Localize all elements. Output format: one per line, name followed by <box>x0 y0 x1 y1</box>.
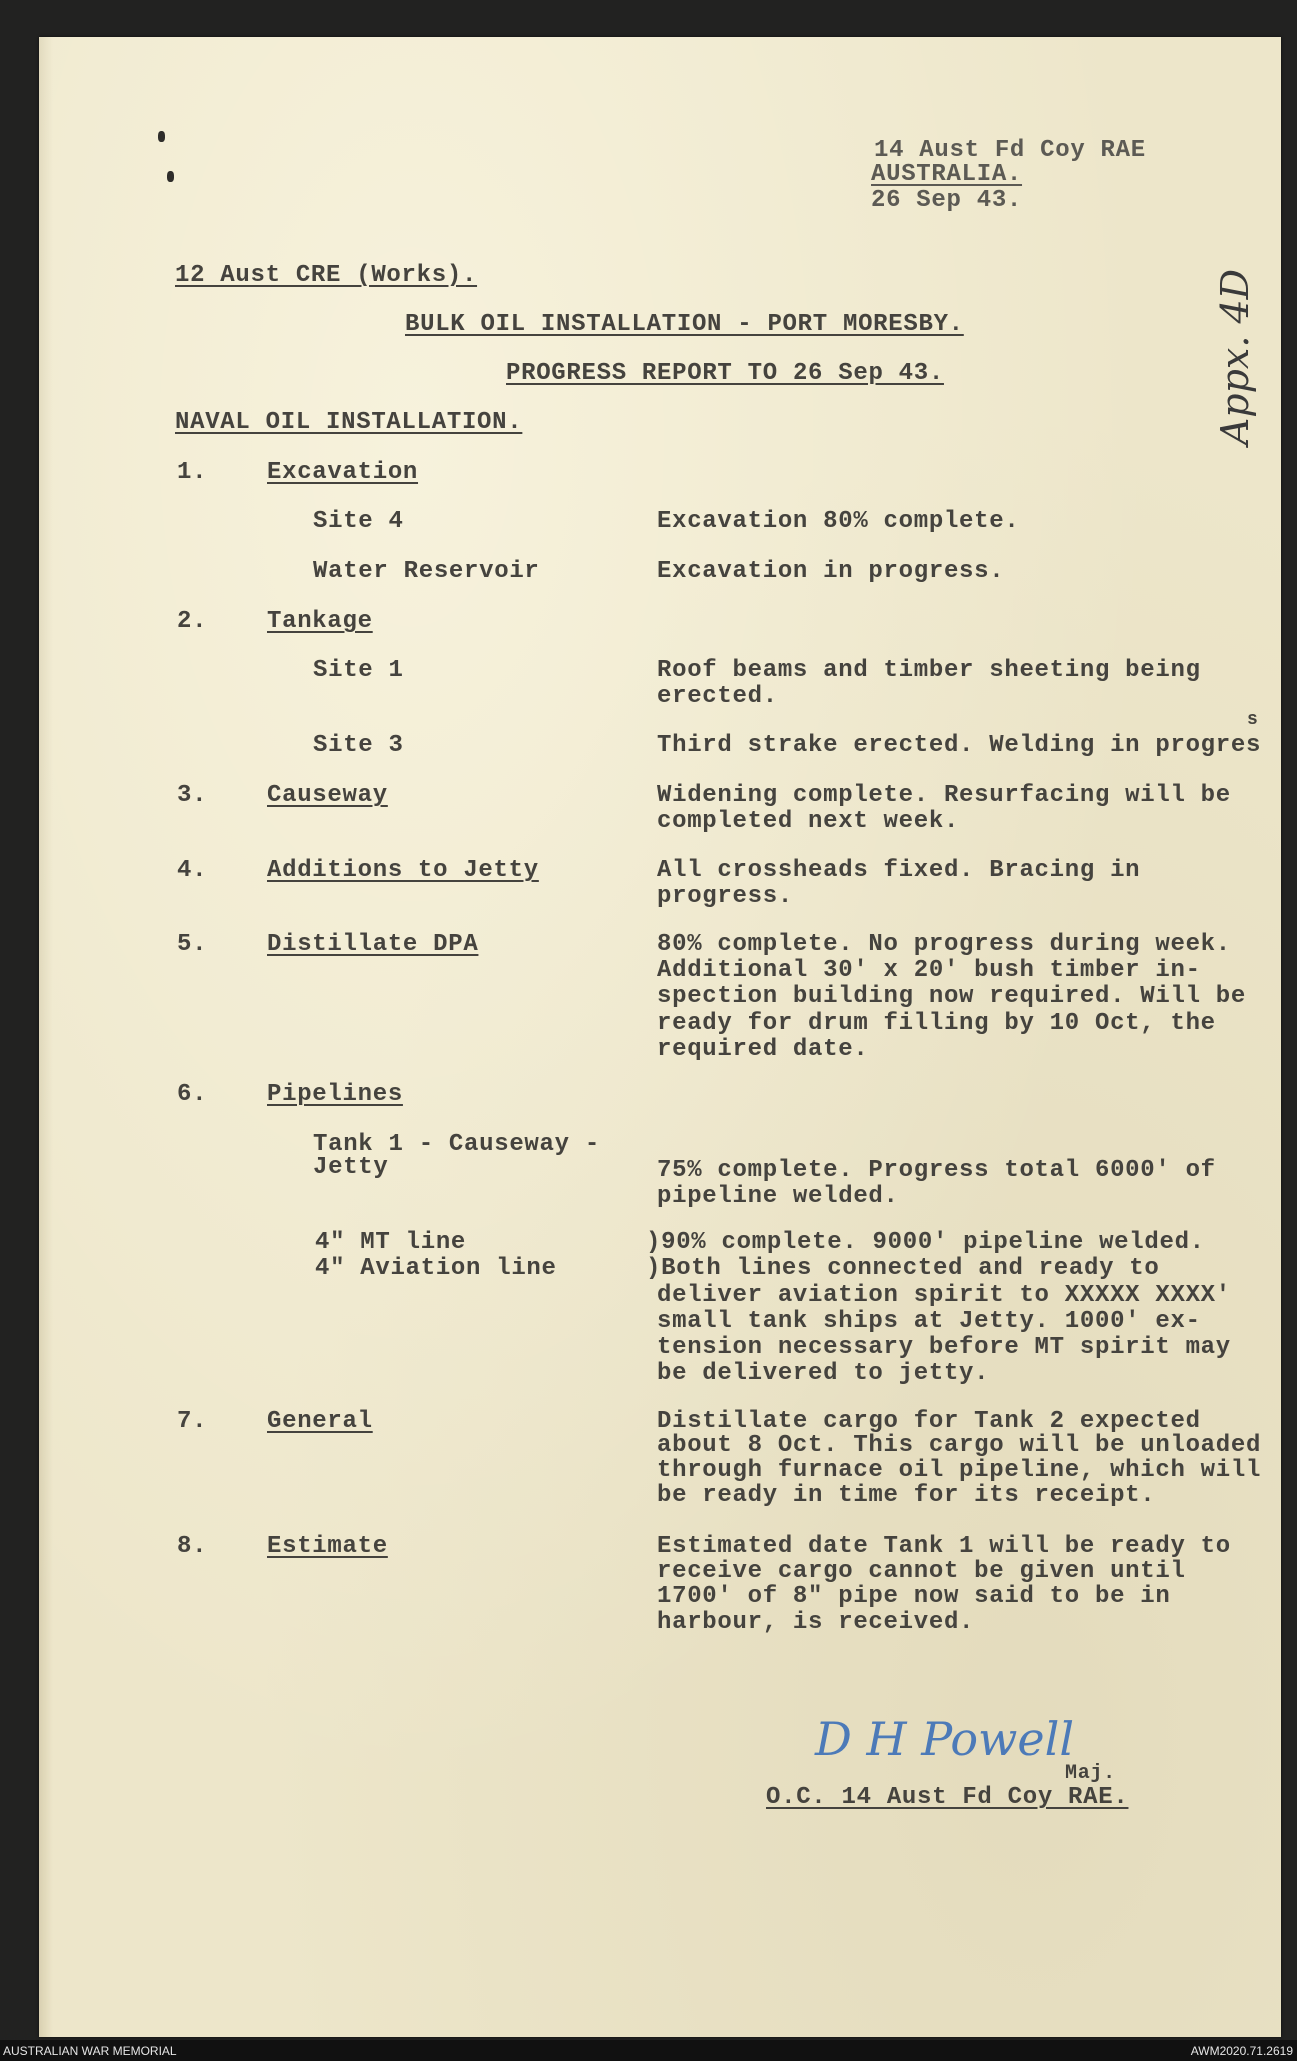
entry-status: Third strake erected. Welding in progres <box>657 732 1262 759</box>
item-status: receive cargo cannot be given until <box>657 1558 1186 1585</box>
entry-status: pipeline welded. <box>657 1183 899 1210</box>
entry-label: Jetty <box>313 1154 389 1181</box>
item-status: 80% complete. No progress during week. <box>657 931 1231 958</box>
item-status: through furnace oil pipeline, which will <box>657 1457 1262 1484</box>
signatory-title: O.C. 14 Aust Fd Coy RAE. <box>766 1784 1129 1811</box>
footer-institution: AUSTRALIAN WAR MEMORIAL <box>3 2044 177 2058</box>
entry-status: Excavation in progress. <box>657 558 1005 585</box>
item-number: 1. <box>177 459 208 486</box>
item-title: Excavation <box>267 459 419 486</box>
item-number: 4. <box>177 857 208 884</box>
item-number: 6. <box>177 1081 208 1108</box>
ink-spot <box>167 171 174 182</box>
item-status: Additional 30' x 20' bush timber in- <box>657 957 1201 984</box>
entry-label: 4" Aviation line <box>315 1255 557 1282</box>
item-title: Additions to Jetty <box>267 857 539 884</box>
document-subtitle: PROGRESS REPORT TO 26 Sep 43. <box>506 360 944 387</box>
entry-status-overflow: s <box>1247 710 1259 730</box>
sender-country: AUSTRALIA. <box>871 161 1023 188</box>
item-status: Estimated date Tank 1 will be ready to <box>657 1533 1231 1560</box>
item-title: General <box>267 1408 373 1435</box>
entry-status: Roof beams and timber sheeting being <box>657 657 1201 684</box>
handwritten-annotation: Appx. 4D <box>1213 268 1257 446</box>
footer-reference: AWM2020.71.2619 <box>1190 2044 1293 2058</box>
entry-status: tension necessary before MT spirit may <box>657 1334 1231 1361</box>
item-status: about 8 Oct. This cargo will be unloaded <box>657 1432 1262 1459</box>
document-title: BULK OIL INSTALLATION - PORT MORESBY. <box>405 311 964 338</box>
item-status: Widening complete. Resurfacing will be <box>657 782 1231 809</box>
item-title: Pipelines <box>267 1081 403 1108</box>
entry-status: Excavation 80% complete. <box>657 508 1020 535</box>
signatory-rank: Maj. <box>1065 1762 1116 1785</box>
entry-status: be delivered to jetty. <box>657 1360 990 1387</box>
handwritten-signature: D H Powell <box>815 1712 1075 1766</box>
addressee: 12 Aust CRE (Works). <box>175 262 478 289</box>
item-number: 8. <box>177 1533 208 1560</box>
item-status: ready for drum filling by 10 Oct, the <box>657 1010 1216 1037</box>
item-title: Distillate DPA <box>267 931 479 958</box>
item-number: 5. <box>177 931 208 958</box>
sender-unit: 14 Aust Fd Coy RAE <box>874 137 1146 164</box>
item-title: Causeway <box>267 782 388 809</box>
entry-label: 4" MT line <box>315 1229 467 1256</box>
entry-status: erected. <box>657 683 778 710</box>
entry-status: )Both lines connected and ready to <box>646 1255 1160 1282</box>
entry-label: Site 4 <box>313 508 404 535</box>
entry-label: Site 3 <box>313 732 404 759</box>
item-number: 3. <box>177 782 208 809</box>
item-status: completed next week. <box>657 808 960 835</box>
entry-status: small tank ships at Jetty. 1000' ex- <box>657 1308 1201 1335</box>
item-status: harbour, is received. <box>657 1609 975 1636</box>
item-status: progress. <box>657 883 793 910</box>
item-status: spection building now required. Will be <box>657 983 1246 1010</box>
item-status: be ready in time for its receipt. <box>657 1482 1156 1509</box>
entry-label: Site 1 <box>313 657 404 684</box>
entry-label: Tank 1 - Causeway - <box>313 1131 600 1158</box>
section-heading: NAVAL OIL INSTALLATION. <box>175 409 523 436</box>
ink-spot <box>158 131 165 142</box>
entry-status: )90% complete. 9000' pipeline welded. <box>646 1229 1205 1256</box>
item-number: 2. <box>177 608 208 635</box>
entry-status: deliver aviation spirit to XXXXX XXXX' <box>657 1282 1231 1309</box>
item-title: Estimate <box>267 1533 388 1560</box>
item-title: Tankage <box>267 608 373 635</box>
item-status: Distillate cargo for Tank 2 expected <box>657 1408 1201 1435</box>
entry-label: Water Reservoir <box>313 558 540 585</box>
entry-status: 75% complete. Progress total 6000' of <box>657 1157 1216 1184</box>
report-date: 26 Sep 43. <box>871 187 1023 214</box>
item-number: 7. <box>177 1408 208 1435</box>
item-status: required date. <box>657 1036 869 1063</box>
document-page <box>39 37 1281 2037</box>
archive-footer <box>0 2040 1297 2061</box>
item-status: All crossheads fixed. Bracing in <box>657 857 1141 884</box>
item-status: 1700' of 8" pipe now said to be in <box>657 1583 1171 1610</box>
